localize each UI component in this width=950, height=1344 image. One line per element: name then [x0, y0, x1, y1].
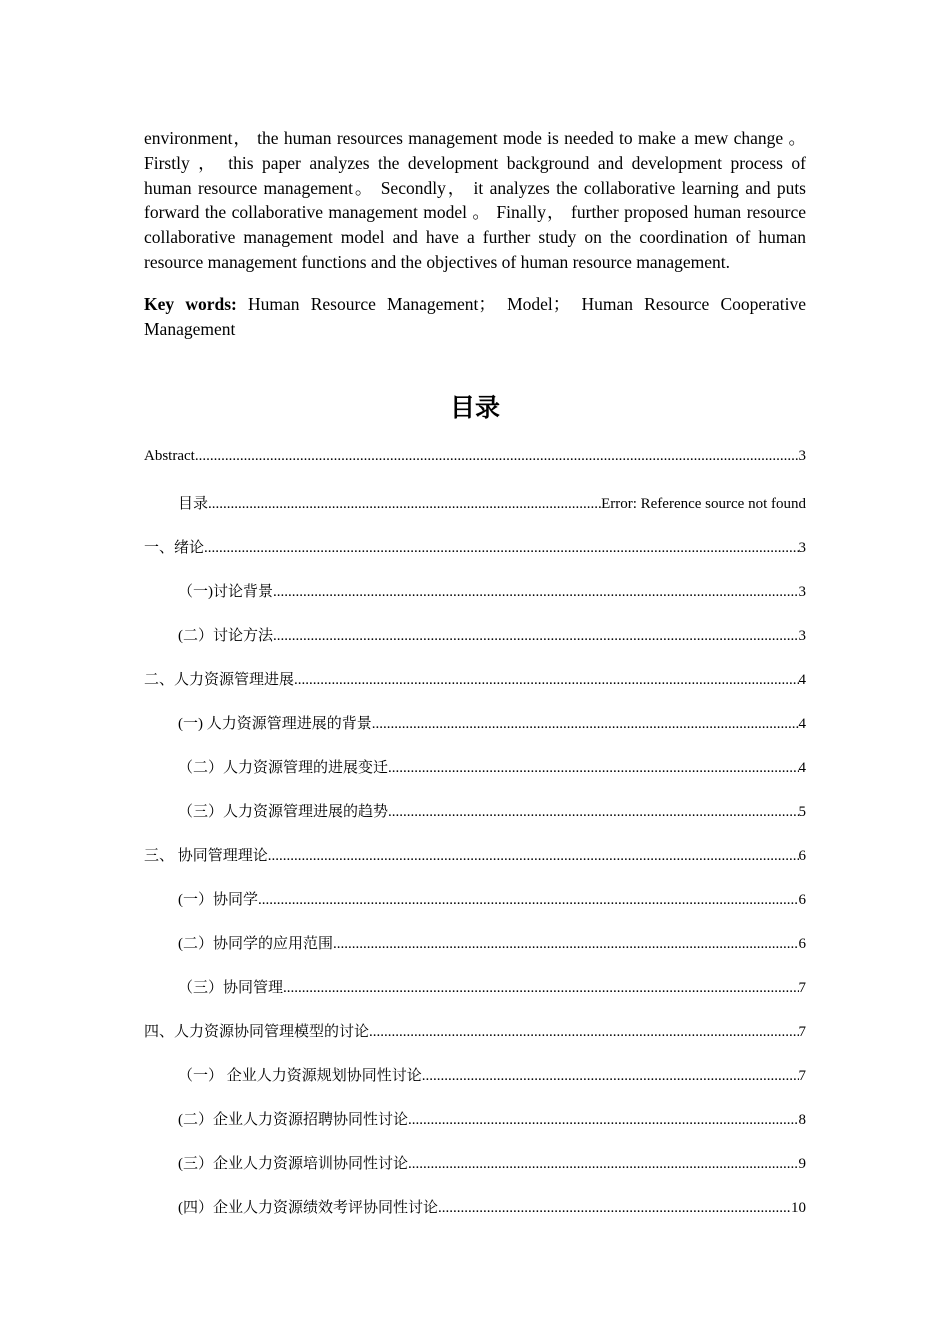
toc-entry[interactable]	[144, 668, 806, 712]
toc-entry-page: 3	[798, 448, 806, 464]
toc-entry-label: 一、绪论	[144, 540, 205, 556]
toc-leader-dots	[204, 540, 798, 557]
toc-entry-page: 10	[791, 1200, 806, 1216]
toc-entry-page: 4	[798, 672, 806, 688]
toc-entry-label: （三）人力资源管理进展的趋势	[178, 804, 389, 820]
toc-leader-dots	[283, 980, 798, 997]
toc-leader-dots	[273, 584, 799, 601]
toc-leader-dots	[273, 628, 799, 645]
toc-leader-dots	[333, 936, 799, 953]
toc-entry[interactable]	[144, 536, 806, 580]
toc-title: 目录	[449, 393, 500, 422]
toc-entry[interactable]	[144, 448, 806, 492]
toc-entry-label: 目录	[178, 496, 209, 512]
abstract-section	[144, 126, 806, 341]
toc-leader-dots	[438, 1200, 791, 1217]
toc-entry-label: 三、 协同管理理论	[144, 848, 268, 864]
keywords	[144, 292, 806, 342]
toc-entry-label: （一） 企业人力资源规划协同性讨论	[178, 1068, 422, 1084]
toc-entry-page: 4	[798, 716, 806, 732]
toc-entry-label: (二）企业人力资源招聘协同性讨论	[178, 1112, 408, 1128]
table-of-contents	[144, 448, 806, 1240]
toc-entry-page: 4	[798, 760, 806, 776]
toc-entry-page: 6	[798, 936, 806, 952]
keywords-text: Human Resource Management； Model； Human Resource Cooperative Management	[144, 293, 806, 339]
toc-entry-label: (二）协同学的应用范围	[178, 936, 333, 952]
toc-entry-label: Abstract	[144, 448, 195, 464]
toc-entry-page: Error: Reference source not found	[601, 496, 806, 512]
toc-entry-label: 四、人力资源协同管理模型的讨论	[144, 1024, 370, 1040]
toc-entry[interactable]	[144, 492, 806, 536]
toc-entry-label: (四）企业人力资源绩效考评协同性讨论	[178, 1200, 438, 1216]
toc-leader-dots	[195, 448, 799, 465]
toc-entry[interactable]	[144, 800, 806, 844]
toc-entry-label: 二、人力资源管理进展	[144, 672, 295, 688]
toc-entry[interactable]	[144, 624, 806, 668]
toc-leader-dots	[408, 1112, 799, 1129]
toc-entry-label: （二）人力资源管理的进展变迁	[178, 760, 389, 776]
toc-entry[interactable]	[144, 1064, 806, 1108]
toc-entry-page: 6	[798, 892, 806, 908]
toc-entry[interactable]	[144, 580, 806, 624]
toc-entry[interactable]	[144, 888, 806, 932]
toc-leader-dots	[388, 804, 798, 821]
toc-leader-dots	[369, 1024, 798, 1041]
toc-leader-dots	[372, 716, 799, 733]
toc-entry-page: 7	[798, 1024, 806, 1040]
toc-entry-page: 6	[798, 848, 806, 864]
toc-leader-dots	[208, 496, 601, 513]
toc-entry[interactable]	[144, 756, 806, 800]
toc-leader-dots	[268, 848, 799, 865]
abstract-paragraph: environment， the human resources management mode is needed to make a mew change 。 Firstly ， this paper analyzes the development background and development process of human resource management。 Secondly， it analyzes the collaborative learning and puts forward the collaborative management model 。 Finally， further proposed human resource collaborative management model and have a further study on the coordination of human resource management functions and the objectives of human resource management.	[144, 128, 806, 272]
toc-entry[interactable]	[144, 932, 806, 976]
toc-entry-page: 9	[798, 1156, 806, 1172]
toc-entry-label: （一)讨论背景	[178, 584, 273, 600]
toc-entry-label: （三）协同管理	[178, 980, 284, 996]
toc-entry-page: 7	[798, 980, 806, 996]
toc-entry-page: 7	[798, 1068, 806, 1084]
toc-entry[interactable]	[144, 712, 806, 756]
toc-entry[interactable]	[144, 1108, 806, 1152]
toc-entry-page: 3	[798, 628, 806, 644]
toc-leader-dots	[258, 892, 799, 909]
toc-entry-page: 8	[798, 1112, 806, 1128]
toc-entry[interactable]	[144, 1020, 806, 1064]
toc-entry-label: (三）企业人力资源培训协同性讨论	[178, 1156, 408, 1172]
toc-entry[interactable]	[144, 1152, 806, 1196]
toc-entry-label: (一）协同学	[178, 892, 258, 908]
toc-entry[interactable]	[144, 844, 806, 888]
toc-entry-label: (二）讨论方法	[178, 628, 273, 644]
keywords-label: Key words:	[144, 293, 237, 314]
toc-entry[interactable]	[144, 976, 806, 1020]
toc-entry-label: (一) 人力资源管理进展的背景	[178, 716, 372, 732]
toc-entry-page: 3	[798, 540, 806, 556]
toc-entry-page: 3	[798, 584, 806, 600]
toc-entry-page: 5	[798, 804, 806, 820]
toc-leader-dots	[408, 1156, 799, 1173]
toc-leader-dots	[388, 760, 798, 777]
toc-entry[interactable]	[144, 1196, 806, 1240]
toc-leader-dots	[422, 1068, 799, 1085]
toc-leader-dots	[294, 672, 798, 689]
